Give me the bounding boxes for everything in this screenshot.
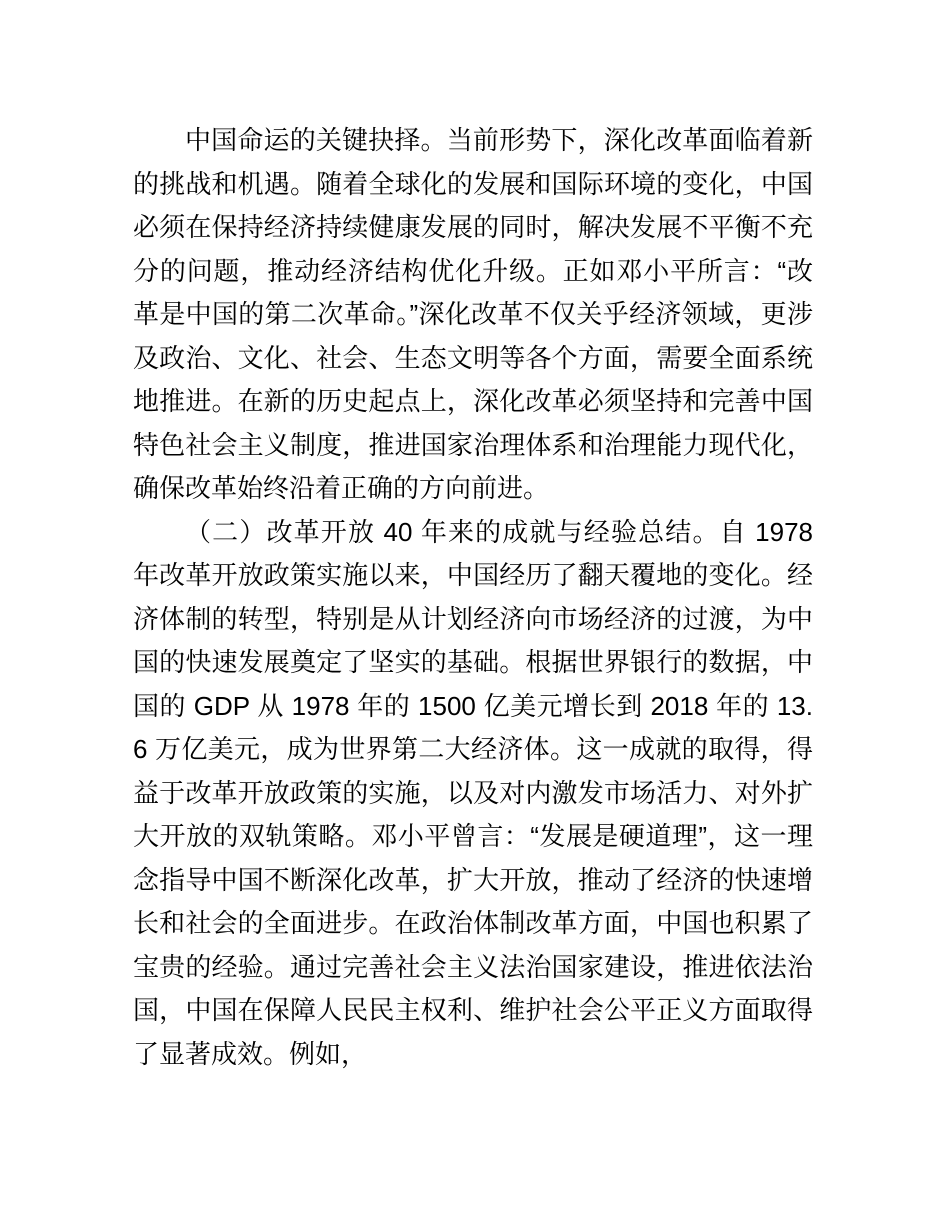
body-paragraph-2: （二）改革开放 40 年来的成就与经验总结。自 1978 年改革开放政策实施以来，中国经历了翻天覆地的变化。经济体制的转型，特别是从计划经济向市场经济的过渡，为中国的快速发展奠定了坚实的基础。根据世界银行的数据，中国的 GDP 从 1978 年的 1500 亿美元增长到 2018 年的 13.6 万亿美元，成为世界第二大经济体。这一成就的取得，得益于改革开放政策的实施，以及对内激发市场活力、对外扩大开放的双轨策略。邓小平曾言：“发展是硬道理”，这一理念指导中国不断深化改革，扩大开放，推动了经济的快速增长和社会的全面进步。在政治体制改革方面，中国也积累了宝贵的经验。通过完善社会主义法治国家建设，推进依法治国，中国在保障人民民主权利、维护社会公平正义方面取得了显著成效。例如，: [133, 516, 813, 1069]
document-body: [133, 119, 813, 1076]
body-paragraph-1: 中国命运的关键抉择。当前形势下，深化改革面临着新的挑战和机遇。随着全球化的发展和国际环境的变化，中国必须在保持经济持续健康发展的同时，解决发展不平衡不充分的问题，推动经济结构优化升级。正如邓小平所言：“改革是中国的第二次革命。”深化改革不仅关乎经济领域，更涉及政治、文化、社会、生态文明等各个方面，需要全面系统地推进。在新的历史起点上，深化改革必须坚持和完善中国特色社会主义制度，推进国家治理体系和治理能力现代化，确保改革始终沿着正确的方向前进。: [133, 125, 813, 503]
